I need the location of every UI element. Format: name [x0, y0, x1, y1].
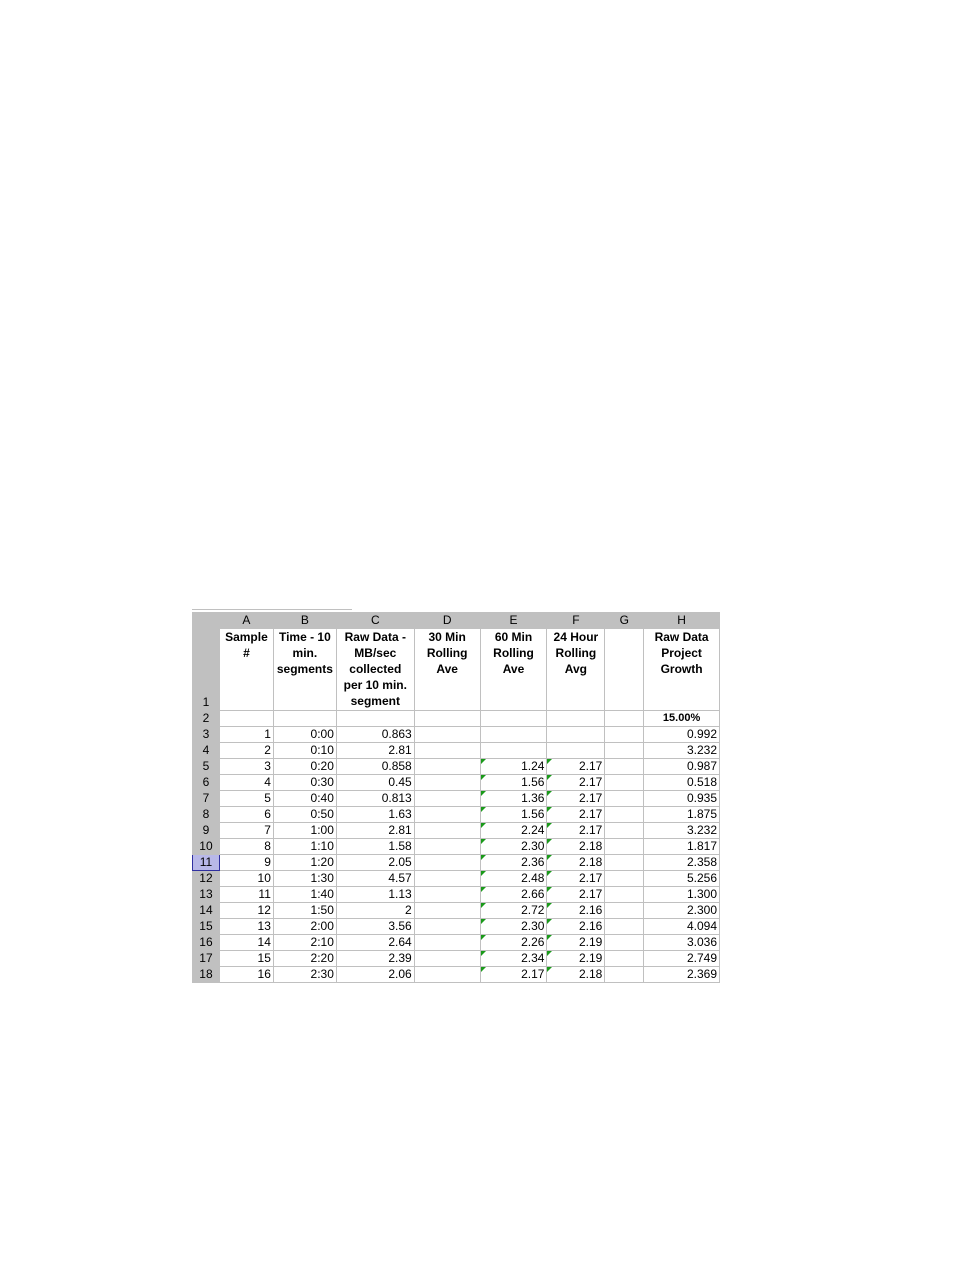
growth-cell[interactable]: 1.875: [644, 807, 720, 823]
sample-cell[interactable]: 14: [219, 935, 273, 951]
raw-data-cell[interactable]: 4.57: [336, 871, 414, 887]
time-cell[interactable]: 1:40: [273, 887, 336, 903]
time-cell[interactable]: 0:20: [273, 759, 336, 775]
raw-data-cell[interactable]: 1.13: [336, 887, 414, 903]
table-header-row: [193, 629, 720, 711]
column-header-row: [193, 613, 720, 629]
raw-data-cell[interactable]: 0.813: [336, 791, 414, 807]
rolling-60-cell[interactable]: [480, 727, 547, 743]
growth-cell[interactable]: 2.369: [644, 967, 720, 983]
raw-data-cell[interactable]: 2.81: [336, 823, 414, 839]
rolling-30-cell[interactable]: [414, 967, 480, 983]
sample-cell[interactable]: 4: [219, 775, 273, 791]
row-header[interactable]: 18: [193, 967, 220, 983]
growth-cell[interactable]: 2.358: [644, 855, 720, 871]
growth-rate-cell[interactable]: 15.00%: [644, 711, 720, 727]
growth-cell[interactable]: 2.749: [644, 951, 720, 967]
cell[interactable]: [605, 839, 644, 855]
rolling-24h-cell[interactable]: 2.18: [547, 855, 605, 871]
column-header-g[interactable]: G: [605, 613, 644, 629]
growth-cell[interactable]: 4.094: [644, 919, 720, 935]
raw-data-cell[interactable]: 2.05: [336, 855, 414, 871]
sample-cell[interactable]: 3: [219, 759, 273, 775]
time-cell[interactable]: 2:30: [273, 967, 336, 983]
time-cell[interactable]: 1:10: [273, 839, 336, 855]
rolling-60-cell[interactable]: 2.24: [480, 823, 547, 839]
cell[interactable]: [273, 711, 336, 727]
rolling-60-cell[interactable]: 2.36: [480, 855, 547, 871]
header-cell-24-hour[interactable]: 24 Hour Rolling Avg: [547, 629, 605, 711]
rolling-24h-cell[interactable]: 2.17: [547, 807, 605, 823]
rolling-30-cell[interactable]: [414, 823, 480, 839]
row-header[interactable]: 10: [193, 839, 220, 855]
table-row: [193, 839, 720, 855]
rolling-60-cell[interactable]: 1.56: [480, 775, 547, 791]
column-header-b[interactable]: B: [273, 613, 336, 629]
cell[interactable]: [605, 919, 644, 935]
table-row: [193, 823, 720, 839]
growth-cell[interactable]: 1.300: [644, 887, 720, 903]
rolling-24h-cell[interactable]: 2.19: [547, 935, 605, 951]
raw-data-cell[interactable]: 2.39: [336, 951, 414, 967]
rolling-30-cell[interactable]: [414, 807, 480, 823]
table-row: [193, 791, 720, 807]
table-row: [193, 871, 720, 887]
table-row: [193, 759, 720, 775]
row-header[interactable]: 17: [193, 951, 220, 967]
sample-cell[interactable]: 10: [219, 871, 273, 887]
row-header[interactable]: 8: [193, 807, 220, 823]
rolling-30-cell[interactable]: [414, 727, 480, 743]
rolling-60-cell[interactable]: 2.72: [480, 903, 547, 919]
cell[interactable]: [605, 855, 644, 871]
header-cell-raw-data[interactable]: Raw Data - MB/sec collected per 10 min. segment: [336, 629, 414, 711]
rolling-24h-cell[interactable]: 2.17: [547, 759, 605, 775]
growth-cell[interactable]: 3.036: [644, 935, 720, 951]
row-header[interactable]: 4: [193, 743, 220, 759]
cell[interactable]: [605, 951, 644, 967]
time-cell[interactable]: 1:50: [273, 903, 336, 919]
column-header-e[interactable]: E: [480, 613, 547, 629]
header-cell-60-min[interactable]: 60 Min Rolling Ave: [480, 629, 547, 711]
cell[interactable]: [605, 807, 644, 823]
row-header[interactable]: 15: [193, 919, 220, 935]
growth-cell[interactable]: 1.817: [644, 839, 720, 855]
column-header-c[interactable]: C: [336, 613, 414, 629]
row-header[interactable]: 2: [193, 711, 220, 727]
time-cell[interactable]: 0:40: [273, 791, 336, 807]
row-header[interactable]: 6: [193, 775, 220, 791]
header-cell-30-min[interactable]: 30 Min Rolling Ave: [414, 629, 480, 711]
rolling-60-cell[interactable]: 1.56: [480, 807, 547, 823]
table-row: [193, 887, 720, 903]
growth-cell[interactable]: 0.518: [644, 775, 720, 791]
cell[interactable]: [605, 759, 644, 775]
cell[interactable]: [605, 711, 644, 727]
table-row: [193, 935, 720, 951]
row-header[interactable]: 9: [193, 823, 220, 839]
sample-cell[interactable]: 12: [219, 903, 273, 919]
cell[interactable]: [336, 711, 414, 727]
growth-cell[interactable]: 3.232: [644, 743, 720, 759]
raw-data-cell[interactable]: 0.863: [336, 727, 414, 743]
cell[interactable]: [605, 871, 644, 887]
raw-data-cell[interactable]: 0.858: [336, 759, 414, 775]
header-cell-time[interactable]: Time - 10 min. segments: [273, 629, 336, 711]
growth-cell[interactable]: 0.987: [644, 759, 720, 775]
spreadsheet-view: [192, 609, 720, 986]
column-header-a[interactable]: A: [219, 613, 273, 629]
rolling-60-cell[interactable]: 2.34: [480, 951, 547, 967]
rolling-30-cell[interactable]: [414, 759, 480, 775]
rolling-24h-cell[interactable]: 2.17: [547, 791, 605, 807]
table-row: [193, 951, 720, 967]
cell[interactable]: [547, 711, 605, 727]
column-header-h[interactable]: H: [644, 613, 720, 629]
raw-data-cell[interactable]: 2: [336, 903, 414, 919]
row-header[interactable]: 14: [193, 903, 220, 919]
sample-cell[interactable]: 5: [219, 791, 273, 807]
sample-cell[interactable]: 2: [219, 743, 273, 759]
rolling-24h-cell[interactable]: [547, 727, 605, 743]
row-header[interactable]: 11: [193, 855, 220, 871]
row-header[interactable]: 5: [193, 759, 220, 775]
sample-cell[interactable]: 11: [219, 887, 273, 903]
rolling-60-cell[interactable]: 2.30: [480, 919, 547, 935]
row-header[interactable]: 16: [193, 935, 220, 951]
table-row: [193, 967, 720, 983]
rolling-30-cell[interactable]: [414, 919, 480, 935]
column-header-f[interactable]: F: [547, 613, 605, 629]
sample-cell[interactable]: 1: [219, 727, 273, 743]
header-cell-sample[interactable]: Sample #: [219, 629, 273, 711]
cell[interactable]: [605, 775, 644, 791]
cell[interactable]: [605, 823, 644, 839]
growth-rate-row: [193, 711, 720, 727]
rolling-60-cell[interactable]: 2.17: [480, 967, 547, 983]
column-header-d[interactable]: D: [414, 613, 480, 629]
rolling-30-cell[interactable]: [414, 871, 480, 887]
raw-data-cell[interactable]: 3.56: [336, 919, 414, 935]
rolling-60-cell[interactable]: 2.26: [480, 935, 547, 951]
growth-cell[interactable]: 5.256: [644, 871, 720, 887]
spreadsheet-grid: [192, 612, 720, 983]
rolling-30-cell[interactable]: [414, 775, 480, 791]
time-cell[interactable]: 1:30: [273, 871, 336, 887]
row-header[interactable]: 1: [193, 629, 220, 711]
select-all-corner[interactable]: [193, 613, 220, 629]
row-header[interactable]: 13: [193, 887, 220, 903]
rolling-24h-cell[interactable]: 2.17: [547, 775, 605, 791]
rolling-24h-cell[interactable]: 2.18: [547, 967, 605, 983]
cell[interactable]: [605, 727, 644, 743]
sample-cell[interactable]: 6: [219, 807, 273, 823]
time-cell[interactable]: 1:00: [273, 823, 336, 839]
table-row: [193, 743, 720, 759]
rolling-24h-cell[interactable]: 2.17: [547, 823, 605, 839]
table-row: [193, 919, 720, 935]
rolling-24h-cell[interactable]: 2.16: [547, 919, 605, 935]
header-cell-growth[interactable]: Raw Data Project Growth: [644, 629, 720, 711]
raw-data-cell[interactable]: 2.06: [336, 967, 414, 983]
time-cell[interactable]: 0:00: [273, 727, 336, 743]
time-cell[interactable]: 0:10: [273, 743, 336, 759]
raw-data-cell[interactable]: 1.58: [336, 839, 414, 855]
sample-cell[interactable]: 15: [219, 951, 273, 967]
time-cell[interactable]: 0:30: [273, 775, 336, 791]
rolling-60-cell[interactable]: 2.66: [480, 887, 547, 903]
cell[interactable]: [605, 903, 644, 919]
cell[interactable]: [219, 711, 273, 727]
cell[interactable]: [414, 711, 480, 727]
growth-cell[interactable]: 2.300: [644, 903, 720, 919]
rolling-60-cell[interactable]: 1.36: [480, 791, 547, 807]
rolling-24h-cell[interactable]: 2.19: [547, 951, 605, 967]
growth-cell[interactable]: 0.992: [644, 727, 720, 743]
row-header[interactable]: 3: [193, 727, 220, 743]
rolling-60-cell[interactable]: 2.48: [480, 871, 547, 887]
rolling-30-cell[interactable]: [414, 839, 480, 855]
table-row: [193, 903, 720, 919]
cell[interactable]: [605, 935, 644, 951]
rolling-60-cell[interactable]: 2.30: [480, 839, 547, 855]
sample-cell[interactable]: 16: [219, 967, 273, 983]
sample-cell[interactable]: 9: [219, 855, 273, 871]
time-cell[interactable]: 2:20: [273, 951, 336, 967]
raw-data-cell[interactable]: 2.81: [336, 743, 414, 759]
rolling-30-cell[interactable]: [414, 743, 480, 759]
growth-cell[interactable]: 3.232: [644, 823, 720, 839]
cell[interactable]: [605, 791, 644, 807]
raw-data-cell[interactable]: 0.45: [336, 775, 414, 791]
cell[interactable]: [605, 967, 644, 983]
row-header[interactable]: 12: [193, 871, 220, 887]
rolling-30-cell[interactable]: [414, 791, 480, 807]
sample-cell[interactable]: 8: [219, 839, 273, 855]
header-cell-g[interactable]: [605, 629, 644, 711]
table-row: [193, 807, 720, 823]
rolling-24h-cell[interactable]: 2.17: [547, 887, 605, 903]
rolling-60-cell[interactable]: [480, 743, 547, 759]
raw-data-cell[interactable]: 2.64: [336, 935, 414, 951]
raw-data-cell[interactable]: 1.63: [336, 807, 414, 823]
cell[interactable]: [480, 711, 547, 727]
row-header[interactable]: 7: [193, 791, 220, 807]
cell[interactable]: [605, 743, 644, 759]
rolling-24h-cell[interactable]: [547, 743, 605, 759]
table-row: [193, 727, 720, 743]
rolling-30-cell[interactable]: [414, 935, 480, 951]
table-row: [193, 775, 720, 791]
time-cell[interactable]: 1:20: [273, 855, 336, 871]
time-cell[interactable]: 2:10: [273, 935, 336, 951]
rolling-24h-cell[interactable]: 2.17: [547, 871, 605, 887]
rolling-24h-cell[interactable]: 2.18: [547, 839, 605, 855]
rolling-30-cell[interactable]: [414, 855, 480, 871]
sample-cell[interactable]: 13: [219, 919, 273, 935]
sample-cell[interactable]: 7: [219, 823, 273, 839]
cell[interactable]: [605, 887, 644, 903]
growth-cell[interactable]: 0.935: [644, 791, 720, 807]
rolling-30-cell[interactable]: [414, 951, 480, 967]
rolling-30-cell[interactable]: [414, 887, 480, 903]
time-cell[interactable]: 0:50: [273, 807, 336, 823]
rolling-24h-cell[interactable]: 2.16: [547, 903, 605, 919]
rolling-60-cell[interactable]: 1.24: [480, 759, 547, 775]
rolling-30-cell[interactable]: [414, 903, 480, 919]
time-cell[interactable]: 2:00: [273, 919, 336, 935]
table-row: [193, 855, 720, 871]
